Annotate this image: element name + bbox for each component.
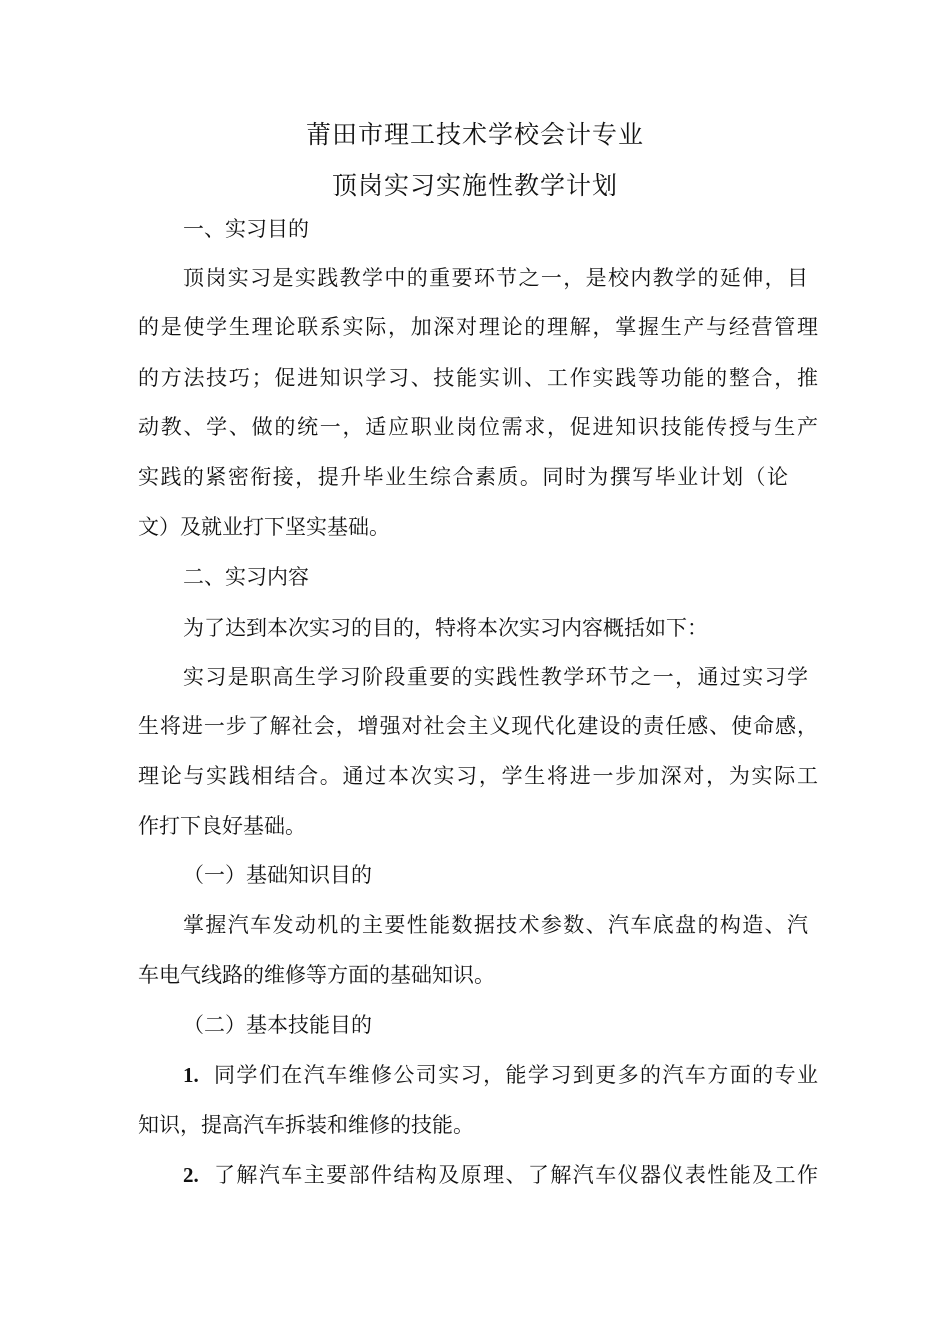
section1-paragraph-line: 实践的紧密衔接，提升毕业生综合素质。同时为撰写毕业计划（论 bbox=[138, 465, 788, 489]
item2-line: 了解汽车主要部件结构及原理、了解汽车仪器仪表性能及工作 bbox=[214, 1163, 818, 1187]
document-title-line2: 顶岗实习实施性教学计划 bbox=[331, 171, 618, 200]
section2-heading: 二、实习内容 bbox=[183, 565, 309, 589]
item1-line: 知识，提高汽车拆装和维修的技能。 bbox=[138, 1113, 474, 1137]
sub1-heading: （一）基础知识目的 bbox=[183, 863, 372, 887]
section2-paragraph-line: 实习是职高生学习阶段重要的实践性教学环节之一，通过实习学 bbox=[183, 665, 808, 689]
section1-paragraph-line: 的方法技巧；促进知识学习、技能实训、工作实践等功能的整合，推 bbox=[138, 366, 818, 390]
section1-paragraph-line: 文）及就业打下坚实基础。 bbox=[138, 515, 390, 539]
sub1-paragraph-line: 掌握汽车发动机的主要性能数据技术参数、汽车底盘的构造、汽 bbox=[183, 913, 808, 937]
section2-paragraph-line: 理论与实践相结合。通过本次实习，学生将进一步加深对，为实际工 bbox=[138, 764, 818, 788]
document-title-line1: 莆田市理工技术学校会计专业 bbox=[305, 120, 644, 149]
section1-paragraph-line: 的是使学生理论联系实际，加深对理论的理解，掌握生产与经营管理 bbox=[138, 315, 818, 339]
section2-intro: 为了达到本次实习的目的，特将本次实习内容概括如下： bbox=[183, 616, 708, 640]
section1-paragraph-line: 动教、学、做的统一，适应职业岗位需求，促进知识技能传授与生产 bbox=[138, 415, 818, 439]
section2-paragraph-line: 生将进一步了解社会，增强对社会主义现代化建设的责任感、使命感， bbox=[138, 714, 818, 738]
section1-paragraph-line: 顶岗实习是实践教学中的重要环节之一，是校内教学的延伸，目 bbox=[183, 266, 808, 290]
sub2-heading: （二）基本技能目的 bbox=[183, 1013, 372, 1037]
item1-number: 1. bbox=[183, 1063, 199, 1087]
item2-number: 2. bbox=[183, 1163, 199, 1187]
section1-heading: 一、实习目的 bbox=[183, 217, 309, 241]
item1-line: 同学们在汽车维修公司实习，能学习到更多的汽车方面的专业 bbox=[214, 1063, 818, 1087]
sub1-paragraph-line: 车电气线路的维修等方面的基础知识。 bbox=[138, 963, 495, 987]
section2-paragraph-line: 作打下良好基础。 bbox=[138, 814, 306, 838]
